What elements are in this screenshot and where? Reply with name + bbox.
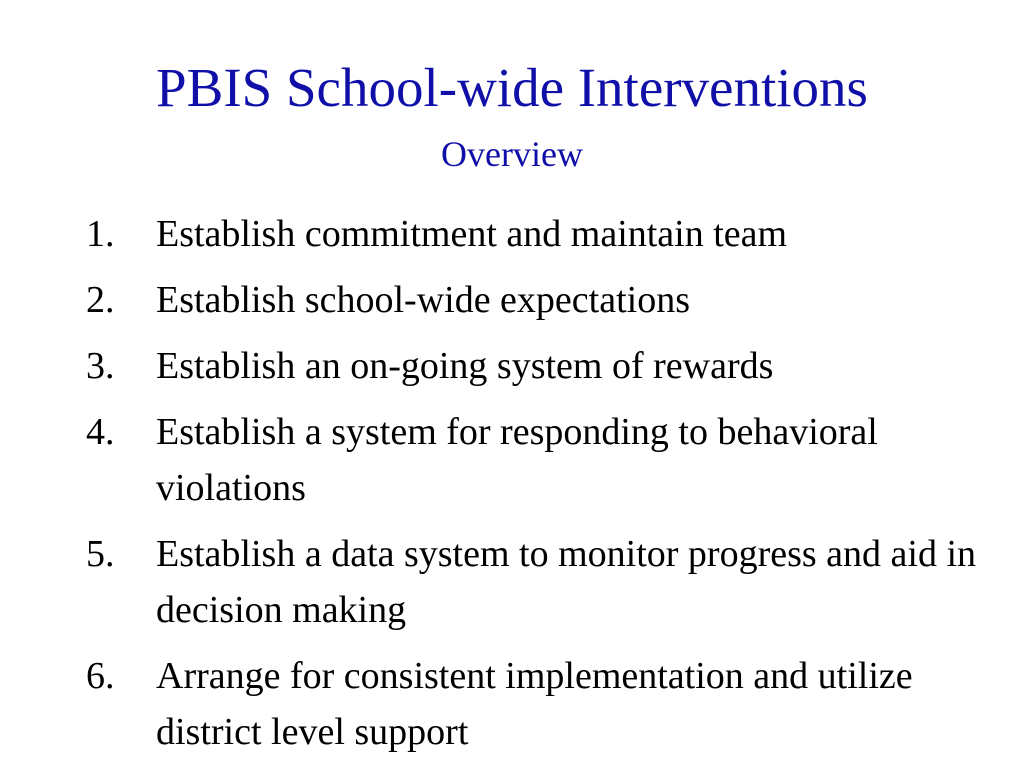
list-item-text: Arrange for consistent implementation and utilize district level support (156, 655, 913, 753)
list-item (86, 338, 996, 394)
list-item-number: 2. (86, 279, 115, 321)
list-item (86, 404, 996, 516)
list-item-text: Establish an on-going system of rewards (156, 345, 774, 387)
list-item (86, 206, 996, 262)
list-item-number: 4. (86, 411, 115, 453)
list-item (86, 648, 996, 760)
list-item-text: Establish school-wide expectations (156, 279, 690, 321)
list-item-number: 3. (86, 345, 115, 387)
list-item-text: Establish a data system to monitor progress and aid in decision making (156, 533, 977, 631)
list-item-number: 5. (86, 533, 115, 575)
slide-title: PBIS School-wide Interventions (156, 57, 868, 118)
list-item (86, 272, 996, 328)
list-item (86, 526, 996, 638)
intervention-list (86, 206, 996, 770)
list-item-text: Establish a system for responding to behavioral violations (156, 411, 878, 509)
list-item-number: 6. (86, 655, 115, 697)
list-item-text: Establish commitment and maintain team (156, 213, 788, 255)
list-item-number: 1. (86, 213, 115, 255)
slide-subtitle: Overview (441, 134, 583, 174)
